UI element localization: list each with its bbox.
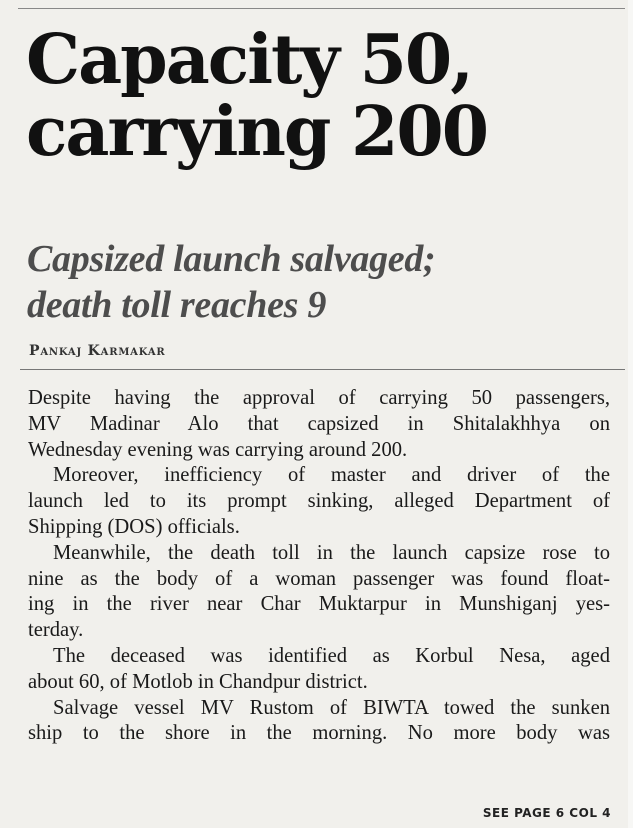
body-line: Meanwhile, the death toll in the launch capsize rose to — [53, 541, 610, 564]
body-line: Wednesday evening was carrying around 200. — [28, 438, 408, 461]
subheadline-line-2: death toll reaches 9 — [27, 284, 327, 326]
body-line: ship to the shore in the morning. No more body was — [28, 722, 610, 745]
body-line: launch led to its prompt sinking, alleged Department of — [28, 490, 610, 513]
subheadline-line-1: Capsized launch salvaged; — [27, 238, 436, 280]
scan-edge — [628, 0, 633, 828]
headline-line-2: carrying 200 — [26, 92, 488, 172]
body-line: terday. — [28, 619, 84, 642]
body-line: ing in the river near Char Muktarpur in Munshiganj yes- — [28, 593, 610, 616]
body-line: Despite having the approval of carrying 50 passengers, — [28, 387, 610, 409]
article-body — [28, 386, 610, 747]
body-line: MV Madinar Alo that capsized in Shitalakhhya on — [28, 412, 610, 435]
headline — [26, 20, 626, 172]
continuation-note: SEE PAGE 6 COL 4 — [482, 806, 611, 820]
byline: Pankaj Karmakar — [29, 343, 166, 359]
body-line: Moreover, inefficiency of master and driver of the — [53, 464, 610, 487]
headline-line-1: Capacity 50, — [26, 20, 472, 100]
top-rule — [18, 8, 625, 9]
body-line: Salvage vessel MV Rustom of BIWTA towed the sunken — [53, 696, 610, 719]
body-line: Shipping (DOS) officials. — [28, 515, 240, 538]
body-line: The deceased was identified as Korbul Nesa, aged — [53, 644, 610, 667]
subheadline — [27, 236, 617, 328]
body-line: nine as the body of a woman passenger was found float- — [28, 567, 610, 590]
body-line: about 60, of Motlob in Chandpur district. — [28, 670, 368, 693]
byline-rule — [20, 369, 625, 370]
